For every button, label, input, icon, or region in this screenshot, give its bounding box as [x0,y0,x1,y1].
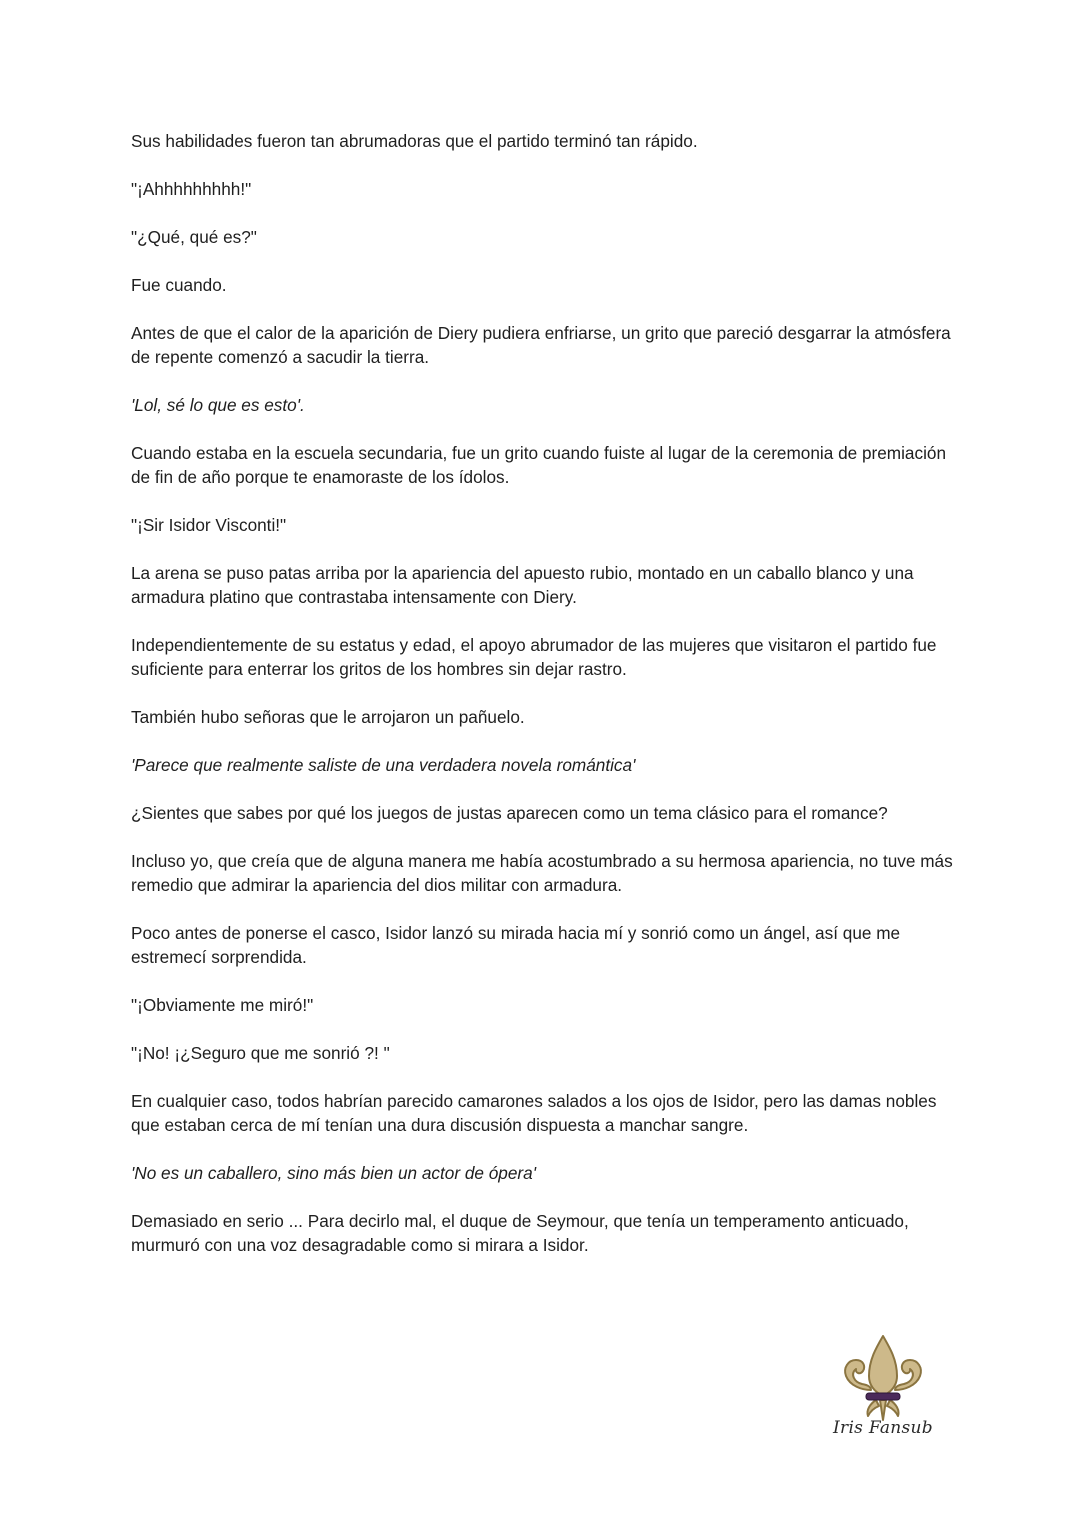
paragraph: Antes de que el calor de la aparición de Diery pudiera enfriarse, un grito que pareció desgarrar la atmósfera de repente comenzó a sacudir la tierra. [131,323,951,367]
paragraph: También hubo señoras que le arrojaron un pañuelo. [131,707,525,727]
paragraph: 'Parece que realmente saliste de una verdadera novela romántica' [131,755,636,775]
logo-text: Iris Fansub [833,1418,933,1438]
paragraph: Poco antes de ponerse el casco, Isidor lanzó su mirada hacia mí y sonrió como un ángel, así que me estremecí sorprendida. [131,923,901,967]
paragraph: "¿Qué, qué es?" [131,227,257,247]
paragraph: Demasiado en serio ... Para decirlo mal, el duque de Seymour, que tenía un temperamento anticuado, murmuró con una voz desagradable como si mirara a Isidor. [131,1211,909,1255]
paragraph: La arena se puso patas arriba por la apariencia del apuesto rubio, montado en un caballo blanco y una armadura platino que contrastaba intensamente con Diery. [131,563,914,607]
paragraph: Sus habilidades fueron tan abrumadoras que el partido terminó tan rápido. [131,131,698,151]
paragraph: Incluso yo, que creía que de alguna manera me había acostumbrado a su hermosa apariencia, no tuve más remedio que admirar la apariencia del dios militar con armadura. [131,851,953,895]
paragraph: Cuando estaba en la escuela secundaria, fue un grito cuando fuiste al lugar de la ceremonia de premiación de fin de año porque te enamoraste de los ídolos. [131,443,947,487]
paragraph: En cualquier caso, todos habrían parecido camarones salados a los ojos de Isidor, pero las damas nobles que estaban cerca de mí tenían una dura discusión dispuesta a manchar sangre. [131,1091,937,1135]
fansub-logo [828,1330,938,1450]
paragraph: 'Lol, sé lo que es esto'. [131,395,305,415]
paragraph: Independientemente de su estatus y edad, el apoyo abrumador de las mujeres que visitaron el partido fue suficiente para enterrar los gritos de los hombres sin dejar rastro. [131,635,937,679]
paragraph: "¡Obviamente me miró!" [131,995,314,1015]
paragraph: "¡No! ¡¿Seguro que me sonrió ?! " [131,1043,390,1063]
document-body [131,129,961,1281]
paragraph: 'No es un caballero, sino más bien un actor de ópera' [131,1163,536,1183]
paragraph: Fue cuando. [131,275,227,295]
fleur-de-lis-icon [838,1334,928,1422]
paragraph: "¡Ahhhhhhhhh!" [131,179,252,199]
paragraph: ¿Sientes que sabes por qué los juegos de justas aparecen como un tema clásico para el romance? [131,803,888,823]
paragraph: "¡Sir Isidor Visconti!" [131,515,287,535]
